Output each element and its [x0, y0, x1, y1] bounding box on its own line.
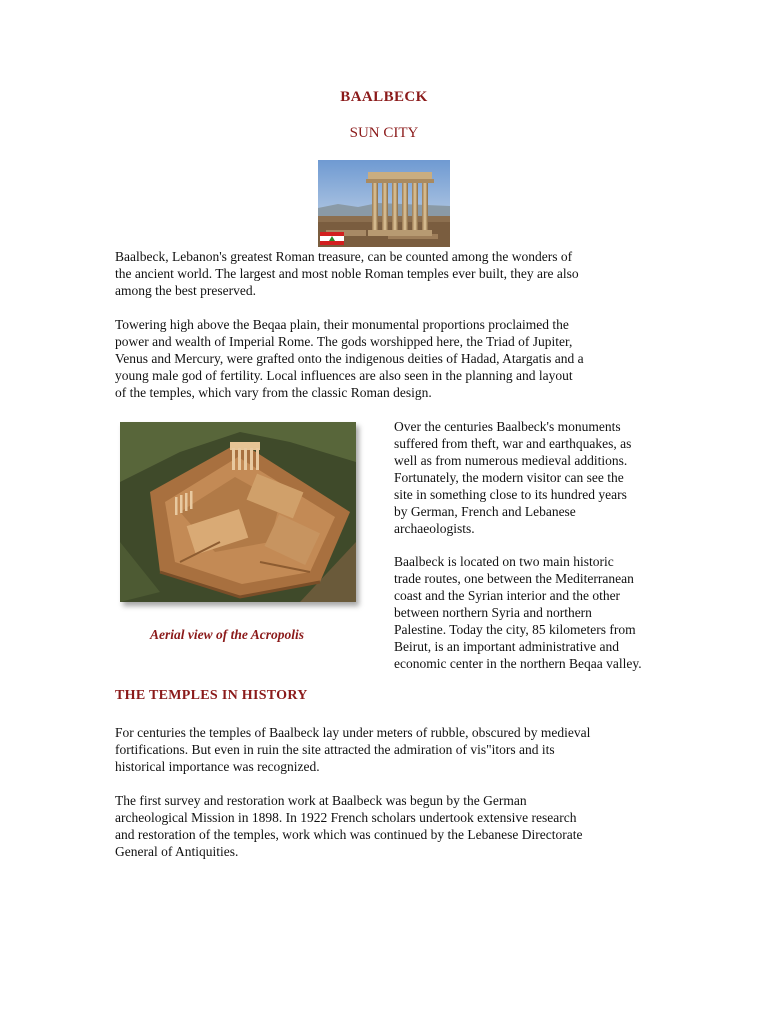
- text-line: Baalbeck is located on two main historic: [394, 554, 614, 569]
- text-line: The first survey and restoration work at Baalbeck was begun by the German: [115, 793, 527, 808]
- history-paragraph-1: [115, 724, 590, 775]
- page-title: BAALBECK: [340, 89, 428, 105]
- text-line: Towering high above the Beqaa plain, their monumental proportions proclaimed the: [115, 317, 569, 332]
- text-line: between northern Syria and northern: [394, 605, 592, 620]
- text-line: the ancient world. The largest and most noble Roman temples ever built, they are also: [115, 266, 579, 281]
- text-line: power and wealth of Imperial Rome. The gods worshipped here, the Triad of Jupiter,: [115, 334, 573, 349]
- text-line: Palestine. Today the city, 85 kilometers from: [394, 622, 636, 637]
- temple-columns-image: [318, 160, 450, 247]
- text-line: fortifications. But even in ruin the site attracted the admiration of vis"itors and its: [115, 742, 555, 757]
- page-subtitle: SUN CITY: [349, 125, 419, 141]
- text-line: well as from numerous medieval additions.: [394, 453, 628, 468]
- intro-paragraph: [115, 248, 579, 299]
- text-line: archeological Mission in 1898. In 1922 French scholars undertook extensive research: [115, 810, 577, 825]
- location-paragraph: [394, 553, 642, 672]
- text-line: Over the centuries Baalbeck's monuments: [394, 419, 621, 434]
- text-line: For centuries the temples of Baalbeck lay under meters of rubble, obscured by medieval: [115, 725, 591, 740]
- text-line: historical importance was recognized.: [115, 759, 320, 774]
- text-line: Fortunately, the modern visitor can see the: [394, 470, 624, 485]
- text-line: archaeologists.: [394, 521, 475, 536]
- text-line: site in something close to its hundred years: [394, 487, 627, 502]
- text-line: of the temples, which vary from the classic Roman design.: [115, 385, 432, 400]
- text-line: Venus and Mercury, were grafted onto the indigenous deities of Hadad, Atargatis and a: [115, 351, 584, 366]
- centuries-paragraph: [394, 418, 631, 537]
- history-paragraph-2: [115, 792, 582, 860]
- towering-paragraph: [115, 316, 584, 401]
- aerial-caption: Aerial view of the Acropolis: [150, 627, 304, 642]
- text-line: Beirut, is an important administrative and: [394, 639, 619, 654]
- text-line: and restoration of the temples, work which was continued by the Lebanese Directorate: [115, 827, 583, 842]
- section-heading: THE TEMPLES IN HISTORY: [115, 688, 308, 703]
- text-line: by German, French and Lebanese: [394, 504, 576, 519]
- text-line: among the best preserved.: [115, 283, 256, 298]
- text-line: coast and the Syrian interior and the other: [394, 588, 621, 603]
- text-line: General of Antiquities.: [115, 844, 239, 859]
- text-line: trade routes, one between the Mediterranean: [394, 571, 634, 586]
- text-line: young male god of fertility. Local influences are also seen in the planning and layout: [115, 368, 573, 383]
- text-line: suffered from theft, war and earthquakes, as: [394, 436, 632, 451]
- acropolis-aerial-image: [120, 422, 356, 602]
- text-line: economic center in the northern Beqaa valley.: [394, 656, 642, 671]
- text-line: Baalbeck, Lebanon's greatest Roman treasure, can be counted among the wonders of: [115, 249, 573, 264]
